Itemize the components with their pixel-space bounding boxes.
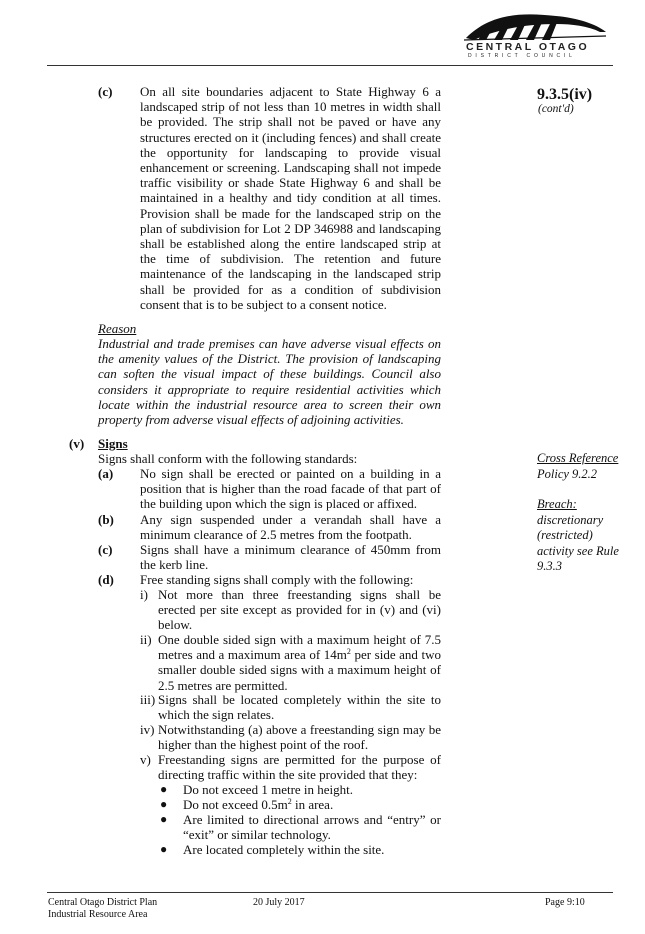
clause-b-text: Any sign suspended under a verandah shall have a minimum clearance of 2.5 metres from the footpath.	[140, 512, 441, 543]
subitem-text: Not more than three freestanding signs shall be erected per site except as provided for in (v) and (vi) below.	[158, 587, 441, 633]
clause-c2-text: Signs shall have a minimum clearance of 450mm from the kerb line.	[140, 542, 441, 573]
cross-reference-value: Policy 9.2.2	[537, 466, 598, 481]
signs-heading: Signs	[98, 436, 128, 451]
clause-d-text: Free standing signs shall comply with the following:	[140, 572, 414, 587]
bullet-text	[183, 797, 441, 812]
logo-title: CENTRAL OTAGO	[466, 41, 590, 53]
bullet-text: Are located completely within the site.	[183, 842, 385, 857]
plan-name: Central Otago District Plan	[48, 897, 158, 908]
continued-note: (cont'd)	[538, 103, 574, 115]
signs-intro: Signs shall conform with the following standards:	[98, 451, 358, 466]
subitem-text-part: per side and two smaller double sided signs with a maximum height of 2.5 metres are permitted.	[158, 647, 441, 693]
bullet-text-part: Do not exceed 0.5m	[183, 797, 288, 812]
bullet-text-part: in area.	[291, 797, 334, 812]
footer-divider	[47, 892, 613, 893]
subitem-number: v)	[140, 752, 151, 767]
clause-c-text: On all site boundaries adjacent to State Highway 6 a landscaped strip of not less than 10 metres in width shall be provided. The strip shall not be paved or have any structures erected on it (including fences) and shall create the opportunity for landscaping to provide visual enhancement or screening. Landscaping shall not impede traffic visibility or shade State Highway 6 and shall be maintained in a healthy and tidy condition at all times. Provision shall be made for the landscaped strip on the plan of subdivision for Lot 2 DP 346988 and landscaping shall be established along the entire landscaped strip at the time of subdivision. The retention and future maintenance of the landscaping in the landscaped strip shall be provided for as a condition of subdivision consent that is to be subject to a consent notice.	[140, 84, 441, 312]
subitem-number: iv)	[140, 722, 155, 737]
subitem-text	[158, 632, 441, 693]
subitem-text: Freestanding signs are permitted for the purpose of directing traffic within the site provided that they:	[158, 752, 441, 783]
header-divider	[47, 65, 613, 66]
cross-reference	[537, 451, 645, 482]
breach-line: activity see Rule	[537, 543, 619, 558]
section-v-label: (v)	[69, 436, 85, 451]
subitem-text-part: One double sided sign with a maximum height of 7.5 metres and a maximum area of 14m	[158, 632, 441, 663]
subitem-number: iii)	[140, 692, 156, 707]
bullet-icon: ●	[160, 797, 168, 811]
footer-left	[48, 897, 157, 920]
subitem-text: Signs shall be located completely within the site to which the sign relates.	[158, 692, 441, 723]
breach-label: Breach:	[537, 497, 577, 511]
subitem-number: ii)	[140, 632, 152, 647]
breach-line: discretionary	[537, 512, 604, 527]
clause-a-text: No sign shall be erected or painted on a building in a position that is higher than the road facade of that part of the building upon which the sign is placed or affixed.	[140, 466, 441, 512]
breach-note	[537, 497, 642, 575]
bullet-text: Are limited to directional arrows and “entry” or “exit” or similar technology.	[183, 812, 441, 843]
breach-line: (restricted)	[537, 528, 593, 542]
superscript: 2	[287, 797, 292, 806]
clause-b-label: (b)	[98, 512, 114, 527]
cross-reference-label: Cross Reference	[537, 451, 619, 465]
subitem-text: Notwithstanding (a) above a freestanding sign may be higher than the highest point of the roof.	[158, 722, 441, 753]
page-number: Page 9:10	[545, 897, 585, 908]
area-name: Industrial Resource Area	[48, 908, 148, 920]
subitem-number: i)	[140, 587, 148, 602]
bullet-icon: ●	[160, 812, 168, 826]
clause-c2-label: (c)	[98, 542, 113, 557]
rule-reference: 9.3.5(iv)	[537, 86, 593, 103]
logo-subtitle: DISTRICT COUNCIL	[468, 53, 576, 59]
footer-date: 20 July 2017	[253, 897, 305, 908]
clause-d-label: (d)	[98, 572, 114, 587]
reason-heading: Reason	[98, 321, 137, 336]
bullet-text: Do not exceed 1 metre in height.	[183, 782, 354, 797]
reason-text: Industrial and trade premises can have adverse visual effects on the amenity values of the District. The provision of landscaping can soften the visual impact of these buildings. Council also considers it appropriate to require residential activities which locate within the industrial resource area to screen their own property from adverse visual effects of adjoining activities.	[98, 336, 441, 428]
clause-c-label: (c)	[98, 84, 113, 99]
bullet-icon: ●	[160, 782, 168, 796]
bullet-icon: ●	[160, 842, 168, 856]
clause-a-label: (a)	[98, 466, 114, 481]
breach-line: 9.3.3	[537, 559, 562, 573]
superscript: 2	[346, 647, 351, 657]
